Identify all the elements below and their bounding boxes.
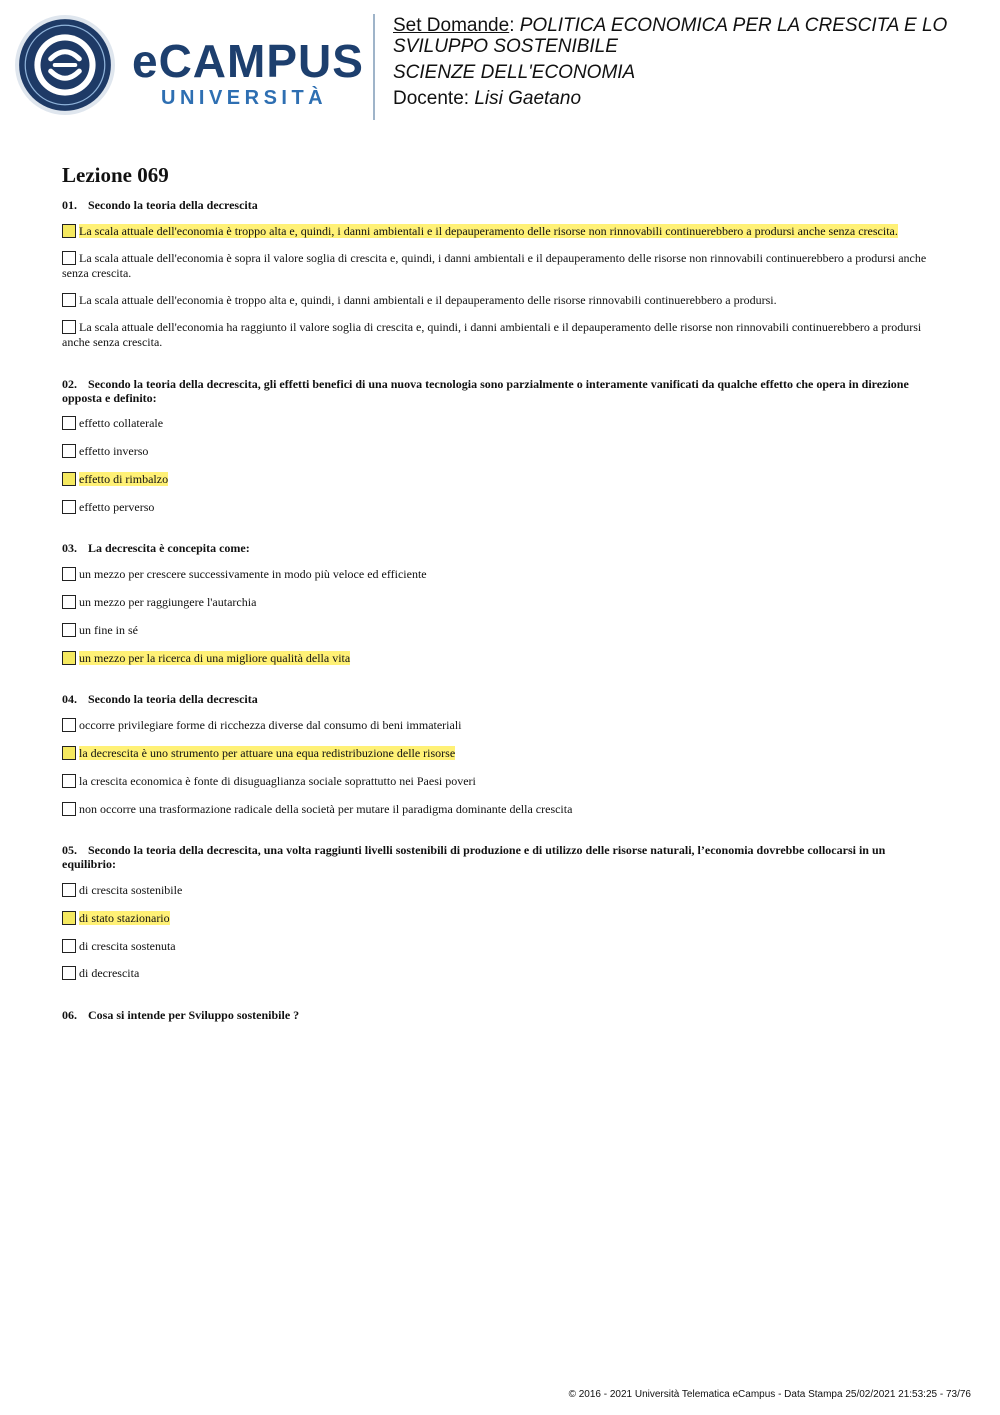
answer-option — [62, 293, 940, 308]
answer-text: La scala attuale dell'economia è troppo alta e, quindi, i danni ambientali e il depauperamento delle risorse rinnovabili continuerebbero a prodursi. — [79, 293, 777, 307]
answer-option — [62, 774, 940, 789]
question-text: Secondo la teoria della decrescita, gli effetti benefici di una nuova tecnologia sono parzialmente o interamente vanificati da qualche effetto che opera in direzione opposta e definito: — [62, 377, 909, 405]
answer-text: La scala attuale dell'economia è sopra il valore soglia di crescita e, quindi, i danni ambientali e il depauperamento delle risorse non rinnovabili continuerebbero a prodursi anche senza crescita. — [62, 251, 927, 280]
lesson-title: Lezione 069 — [62, 163, 169, 187]
answer-checkbox[interactable] — [62, 444, 76, 458]
answer-option — [62, 320, 940, 350]
answer-checkbox[interactable] — [62, 251, 76, 265]
answer-option — [62, 472, 940, 487]
answer-checkbox[interactable] — [62, 320, 76, 334]
answer-text: un mezzo per la ricerca di una migliore qualità della vita — [79, 651, 351, 665]
answer-option — [62, 595, 940, 610]
answer-checkbox[interactable] — [62, 293, 76, 307]
answer-text: di crescita sostenuta — [79, 939, 176, 953]
answer-option — [62, 883, 940, 898]
answer-text: un mezzo per crescere successivamente in modo più veloce ed efficiente — [79, 567, 427, 581]
answer-option — [62, 651, 940, 666]
answer-checkbox[interactable] — [62, 774, 76, 788]
question-05: 05. Secondo la teoria della decrescita, una volta raggiunti livelli sostenibili di produzione e di utilizzo delle risorse naturali, l’economia dovrebbe collocarsi in un equilibrio: — [62, 843, 886, 871]
question-text: Secondo la teoria della decrescita — [88, 692, 258, 706]
faculty-name: SCIENZE DELL'ECONOMIA — [393, 62, 636, 83]
answer-option — [62, 939, 940, 954]
answer-option — [62, 746, 940, 761]
answer-option — [62, 718, 940, 733]
answer-text: la crescita economica è fonte di disuguaglianza sociale soprattutto nei Paesi poveri — [79, 774, 476, 788]
answer-text: di stato stazionario — [79, 911, 170, 925]
page-header — [0, 0, 1000, 140]
answer-option — [62, 802, 940, 817]
answer-checkbox[interactable] — [62, 911, 76, 925]
answer-text: La scala attuale dell'economia è troppo alta e, quindi, i danni ambientali e il depauperamento delle risorse non rinnovabili continuerebbero a prodursi anche senza crescita. — [79, 224, 898, 238]
question-text: Cosa si intende per Sviluppo sostenibile ? — [88, 1008, 300, 1022]
ecampus-seal-logo — [14, 14, 116, 116]
answer-checkbox[interactable] — [62, 718, 76, 732]
answer-checkbox[interactable] — [62, 595, 76, 609]
course-title: POLITICA ECONOMICA PER LA CRESCITA E LO — [519, 15, 948, 36]
answer-option — [62, 911, 940, 926]
answer-text: un mezzo per raggiungere l'autarchia — [79, 595, 257, 609]
course-title-line1: Set Domande: POLITICA ECONOMICA PER LA CRESCITA E LO — [393, 15, 948, 36]
teacher-line: Docente: Lisi Gaetano — [393, 88, 582, 109]
answer-checkbox[interactable] — [62, 883, 76, 897]
header-divider — [373, 14, 375, 120]
question-text: Secondo la teoria della decrescita — [88, 198, 258, 212]
answer-checkbox[interactable] — [62, 567, 76, 581]
answer-option — [62, 567, 940, 582]
answer-option — [62, 224, 940, 239]
question-06: 06. Cosa si intende per Sviluppo sostenibile ? — [62, 1008, 300, 1022]
answer-text: effetto collaterale — [79, 416, 164, 430]
course-title-line2: SVILUPPO SOSTENIBILE — [393, 36, 618, 57]
answer-text: di crescita sostenibile — [79, 883, 183, 897]
answer-option — [62, 966, 940, 981]
answer-text: un fine in sé — [79, 623, 138, 637]
course-info — [393, 15, 983, 109]
question-text: Secondo la teoria della decrescita, una volta raggiunti livelli sostenibili di produzione e di utilizzo delle risorse naturali, l’economia dovrebbe collocarsi in un equilibrio: — [62, 843, 886, 871]
answer-text: effetto inverso — [79, 444, 149, 458]
answer-checkbox[interactable] — [62, 802, 76, 816]
question-text: La decrescita è concepita come: — [88, 541, 250, 555]
answer-text: occorre privilegiare forme di ricchezza diverse dal consumo di beni immateriali — [79, 718, 462, 732]
question-04: 04. Secondo la teoria della decrescita — [62, 692, 258, 706]
answer-checkbox[interactable] — [62, 472, 76, 486]
answer-checkbox[interactable] — [62, 224, 76, 238]
answer-checkbox[interactable] — [62, 651, 76, 665]
answer-checkbox[interactable] — [62, 500, 76, 514]
page-footer: © 2016 - 2021 Università Telematica eCampus - Data Stampa 25/02/2021 21:53:25 - 73/76 — [568, 1389, 971, 1400]
question-02: 02. Secondo la teoria della decrescita, gli effetti benefici di una nuova tecnologia sono parzialmente o interamente vanificati da qualche effetto che opera in direzione opposta e definito: — [62, 377, 909, 405]
question-03: 03. La decrescita è concepita come: — [62, 541, 250, 555]
question-01: 01. Secondo la teoria della decrescita — [62, 198, 258, 212]
answer-checkbox[interactable] — [62, 939, 76, 953]
answer-text: di decrescita — [79, 966, 140, 980]
answer-option — [62, 416, 940, 431]
answer-text: non occorre una trasformazione radicale della società per mutare il paradigma dominante della crescita — [79, 802, 573, 816]
answer-option — [62, 500, 940, 515]
answer-checkbox[interactable] — [62, 746, 76, 760]
answer-option — [62, 623, 940, 638]
answer-checkbox[interactable] — [62, 966, 76, 980]
brand-subtitle: UNIVERSITÀ — [161, 87, 328, 109]
teacher-name: Lisi Gaetano — [474, 88, 582, 109]
answer-text: effetto di rimbalzo — [79, 472, 169, 486]
answer-text: La scala attuale dell'economia ha raggiunto il valore soglia di crescita e, quindi, i danni ambientali e il depauperamento delle risorse non rinnovabili continuerebbero a prodursi anche senza crescita. — [62, 320, 922, 349]
answer-text: la decrescita è uno strumento per attuare una equa redistribuzione delle risorse — [79, 746, 456, 760]
answer-text: effetto perverso — [79, 500, 155, 514]
answer-checkbox[interactable] — [62, 623, 76, 637]
answer-option — [62, 251, 940, 281]
set-domande-label: Set Domande — [393, 15, 510, 36]
brand-wordmark: eCAMPUS — [132, 35, 364, 87]
answer-checkbox[interactable] — [62, 416, 76, 430]
answer-option — [62, 444, 940, 459]
